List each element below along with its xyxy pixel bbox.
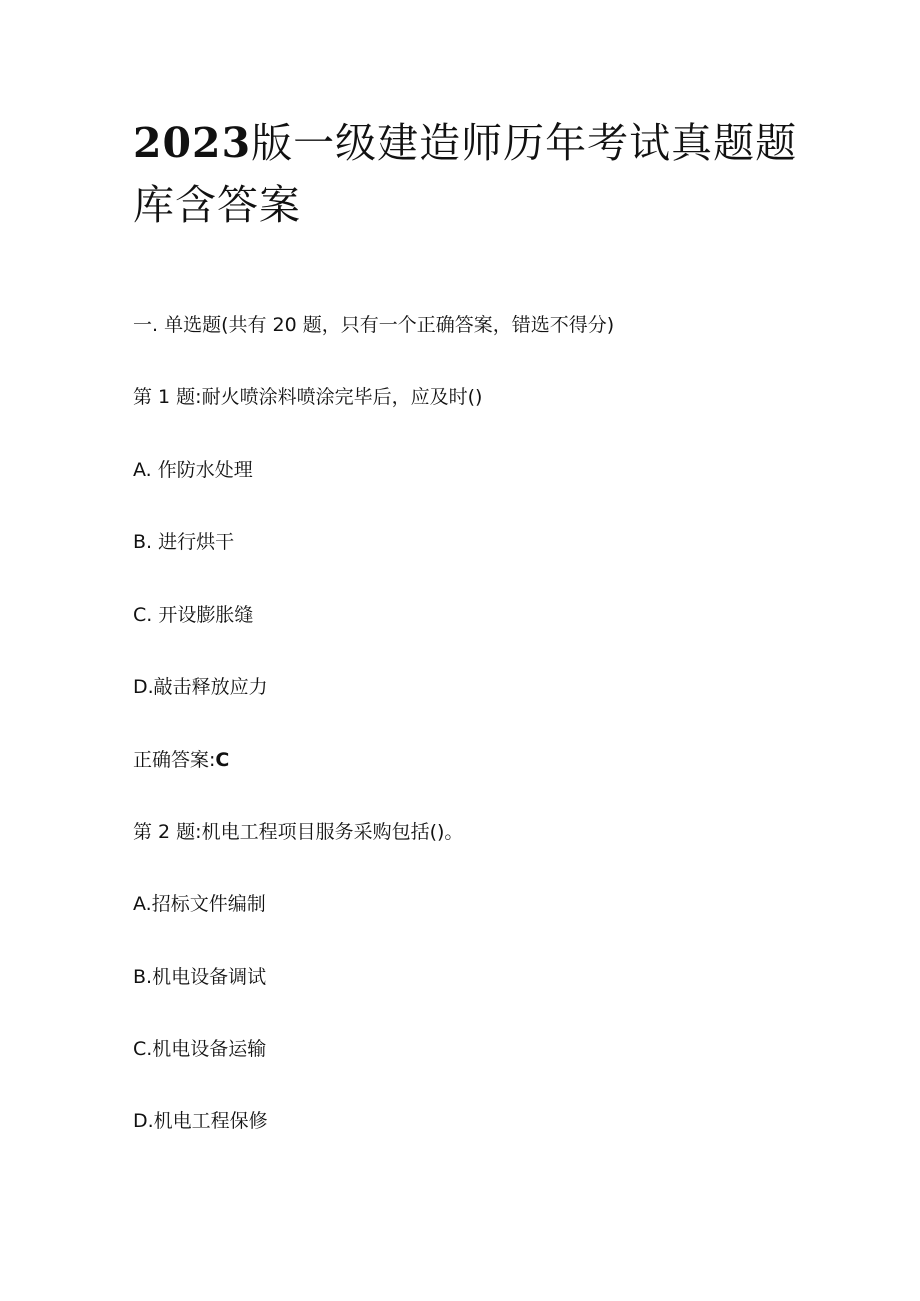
question-2-option-a: A.招标文件编制 bbox=[133, 893, 266, 915]
question-1-option-a: A. 作防水处理 bbox=[133, 459, 253, 481]
question-2-option-d: D.机电工程保修 bbox=[133, 1110, 268, 1132]
question-1-option-b: B. 进行烘干 bbox=[133, 531, 235, 553]
question-1-answer bbox=[133, 747, 229, 773]
title-text: 版一级建造师历年考试真题题库含答案 bbox=[133, 119, 798, 229]
question-2-stem: 第 2 题:机电工程项目服务采购包括()。 bbox=[133, 821, 464, 843]
document-title bbox=[133, 112, 813, 236]
section-heading: 一. 单选题(共有 20 题，只有一个正确答案，错选不得分) bbox=[133, 314, 615, 336]
question-1-stem: 第 1 题:耐火喷涂料喷涂完毕后，应及时() bbox=[133, 386, 483, 408]
question-1-option-d: D.敲击释放应力 bbox=[133, 676, 268, 698]
answer-value: C bbox=[215, 749, 230, 771]
question-1-option-c: C. 开设膨胀缝 bbox=[133, 604, 254, 626]
title-year: 2023 bbox=[133, 119, 252, 167]
question-2-option-c: C.机电设备运输 bbox=[133, 1038, 267, 1060]
answer-label: 正确答案: bbox=[133, 749, 216, 771]
question-2-option-b: B.机电设备调试 bbox=[133, 966, 267, 988]
